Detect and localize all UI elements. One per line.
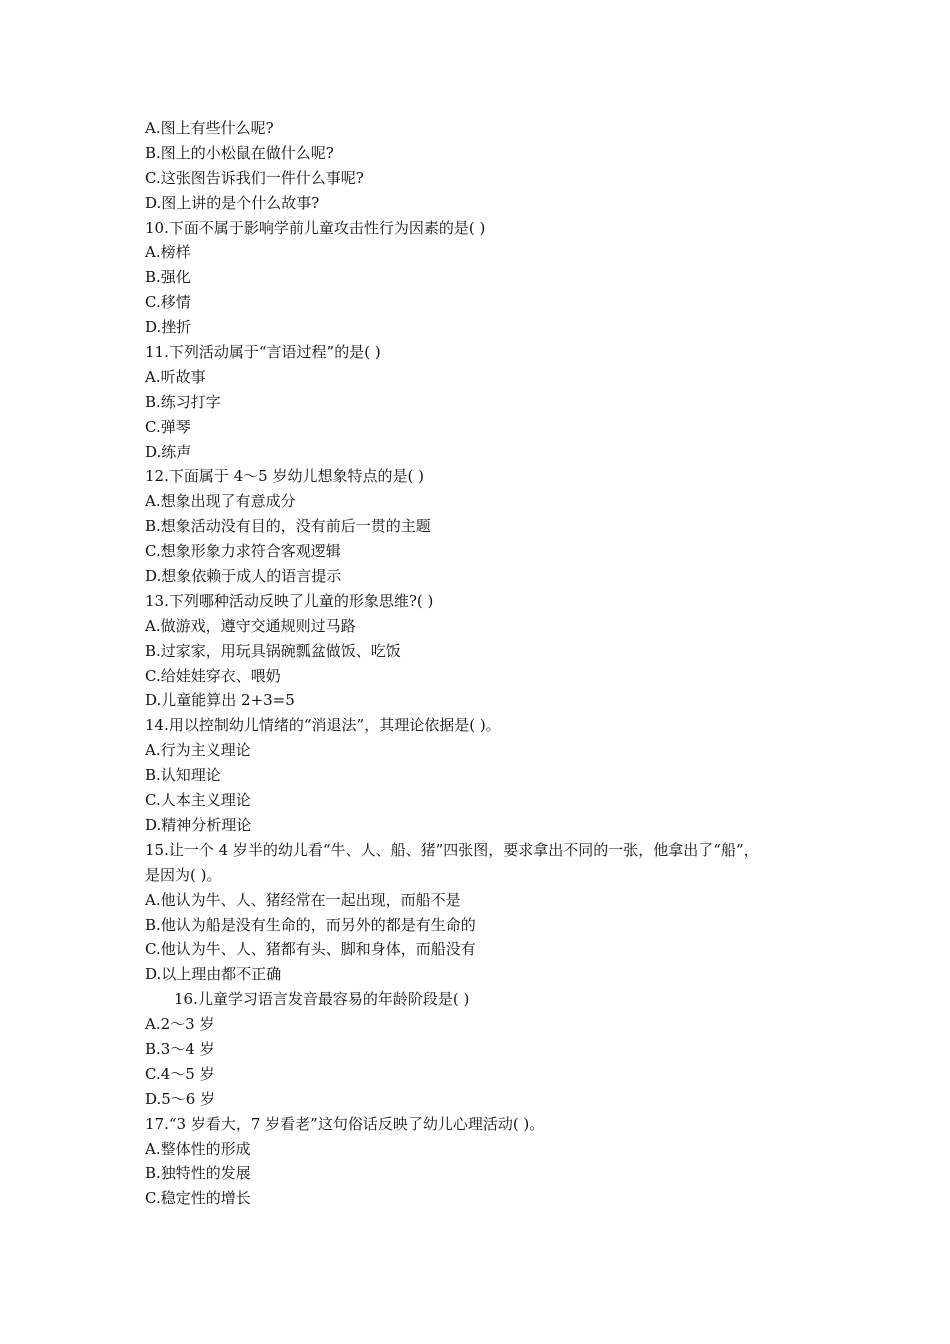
question-line: 12.下面属于 4～5 岁幼儿想象特点的是( ): [145, 467, 424, 486]
document-page: [145, 116, 815, 1211]
option-line: D.图上讲的是个什么故事?: [145, 193, 320, 212]
option-line: D.挫折: [145, 318, 192, 337]
option-line: A.行为主义理论: [145, 741, 251, 760]
question-line-continued: 是因为( )。: [145, 865, 222, 884]
option-line: D.想象依赖于成人的语言提示: [145, 567, 342, 586]
option-line: C.弹琴: [145, 417, 191, 436]
option-line: A.他认为牛、人、猪经常在一起出现，而船不是: [145, 890, 461, 909]
option-line: A.榜样: [145, 243, 191, 262]
option-line: B.过家家，用玩具锅碗瓢盆做饭、吃饭: [145, 641, 401, 660]
option-line: D.以上理由都不正确: [145, 965, 282, 984]
option-line: C.他认为牛、人、猪都有头、脚和身体，而船没有: [145, 940, 476, 959]
option-line: D.练声: [145, 442, 192, 461]
question-line: 15.让一个 4 岁半的幼儿看“牛、人、船、猪”四张图，要求拿出不同的一张，他拿出了“船”，: [145, 840, 759, 859]
option-line: C.这张图告诉我们一件什么事呢?: [145, 168, 364, 187]
option-line: B.他认为船是没有生命的，而另外的都是有生命的: [145, 915, 476, 934]
option-line: B.图上的小松鼠在做什么呢?: [145, 143, 334, 162]
option-line: A.整体性的形成: [145, 1139, 251, 1158]
option-line: A.图上有些什么呢?: [145, 119, 274, 137]
option-line: C.给娃娃穿衣、喂奶: [145, 666, 281, 685]
option-line: B.认知理论: [145, 766, 221, 785]
option-line: A.想象出现了有意成分: [145, 492, 296, 511]
option-line: C.4～5 岁: [145, 1064, 215, 1083]
option-line: B.练习打字: [145, 392, 221, 411]
question-line: 13.下列哪种活动反映了儿童的形象思维?( ): [145, 591, 434, 610]
question-line: 10.下面不属于影响学前儿童攻击性行为因素的是( ): [145, 218, 486, 237]
option-line: B.强化: [145, 268, 191, 287]
option-line: A.2～3 岁: [145, 1015, 215, 1034]
option-line: D.精神分析理论: [145, 815, 252, 834]
option-line: A.听故事: [145, 367, 206, 386]
option-line: B.独特性的发展: [145, 1164, 251, 1183]
question-line: 14.用以控制幼儿情绪的“消退法”，其理论依据是( )。: [145, 716, 501, 735]
option-line: C.人本主义理论: [145, 791, 251, 810]
question-line: 11.下列活动属于“言语过程”的是( ): [145, 343, 381, 362]
option-line: B.想象活动没有目的，没有前后一贯的主题: [145, 517, 431, 536]
option-line: A.做游戏，遵守交通规则过马路: [145, 616, 356, 635]
option-line: B.3～4 岁: [145, 1039, 215, 1058]
option-line: D.儿童能算出 2+3=5: [145, 691, 295, 710]
question-line: 16.儿童学习语言发音最容易的年龄阶段是( ): [174, 990, 470, 1009]
option-line: C.移情: [145, 293, 191, 312]
question-line: 17.“3 岁看大，7 岁看老”这句俗话反映了幼儿心理活动( )。: [145, 1114, 545, 1133]
option-line: D.5～6 岁: [145, 1089, 216, 1108]
option-line: C.稳定性的增长: [145, 1189, 251, 1208]
option-line: C.想象形象力求符合客观逻辑: [145, 542, 341, 561]
